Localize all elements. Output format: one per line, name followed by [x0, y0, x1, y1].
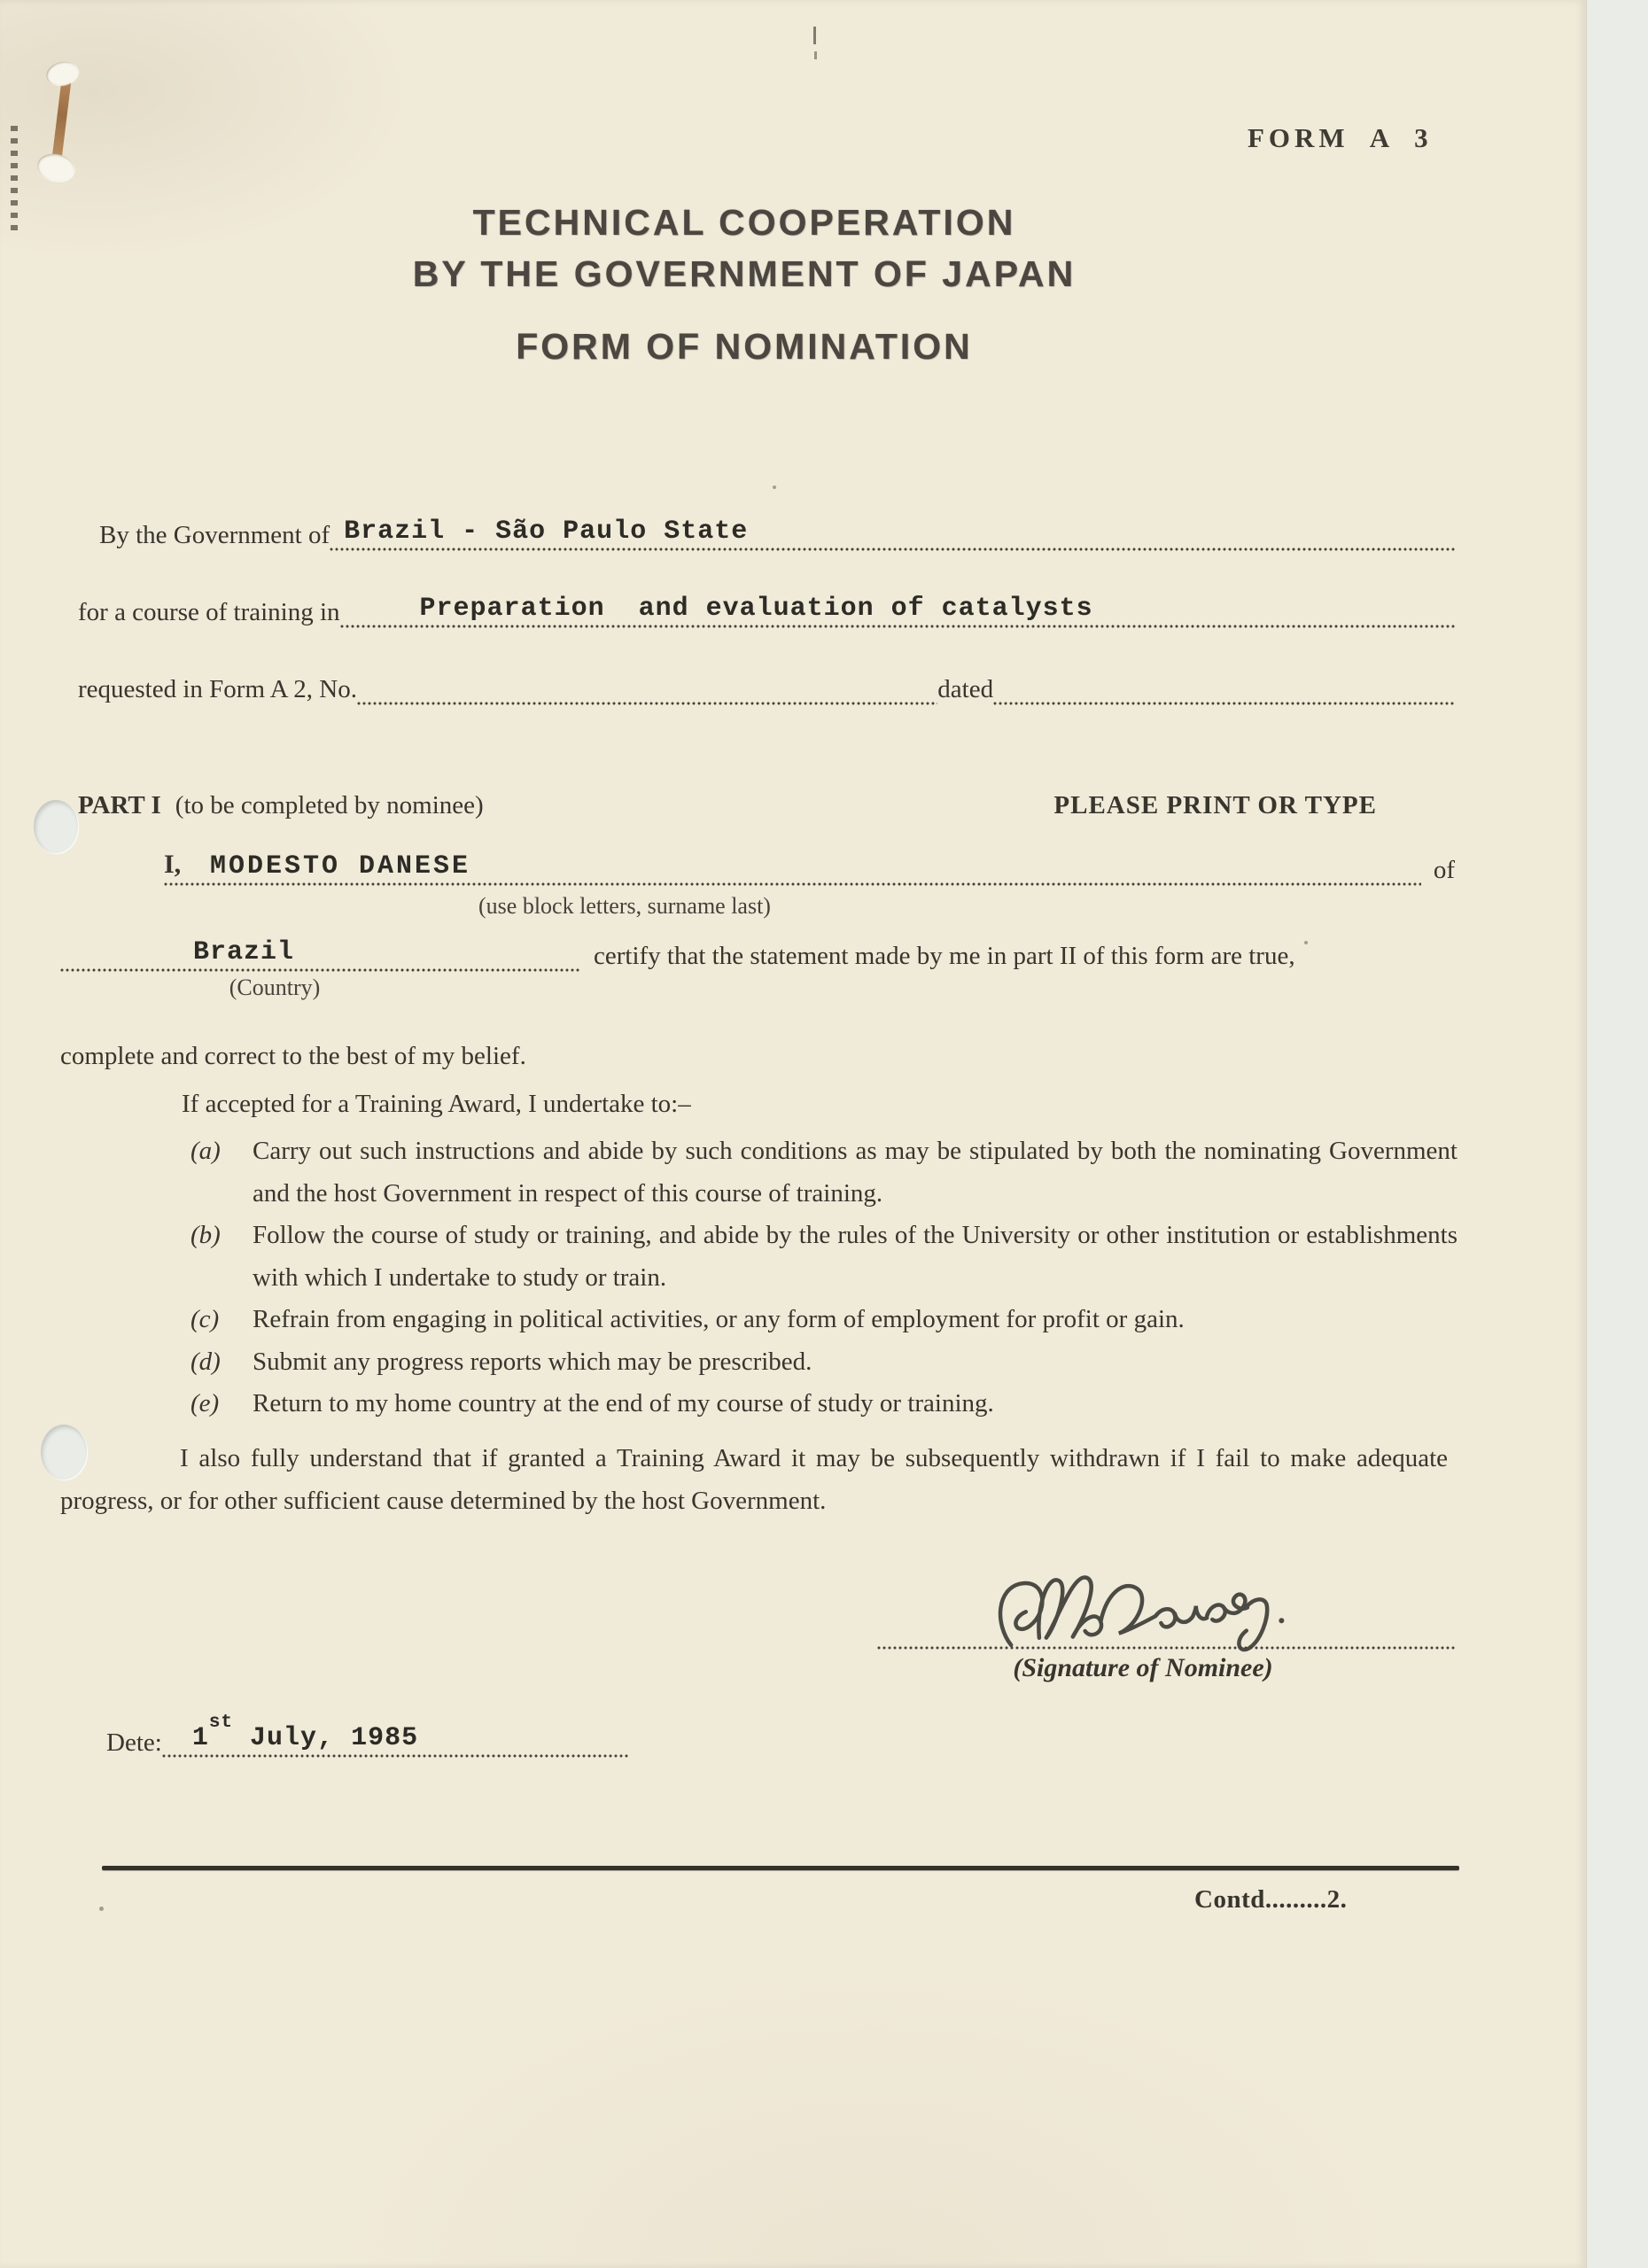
name-field-row [164, 849, 1455, 886]
dated-label: dated [937, 675, 994, 703]
belief-text: complete and correct to the best of my belief. [60, 1042, 526, 1070]
government-value: Brazil - São Paulo State [344, 517, 749, 547]
form-code: FORM A 3 [1248, 122, 1433, 153]
i-label: I, [164, 850, 182, 879]
government-field-row [99, 514, 1455, 551]
rust-streak [51, 76, 72, 164]
list-item-label: (e) [190, 1389, 220, 1418]
dated-dotted-line [993, 668, 1455, 705]
of-label: of [1433, 856, 1455, 884]
date-dotted-line [162, 1713, 630, 1758]
list-item-text: Carry out such instructions and abide by such conditions as may be stipulated by both the nominating Government and the host Government in respect of this course of training. [253, 1137, 1458, 1208]
country-value: Brazil [193, 937, 295, 967]
course-dotted-line [340, 591, 1455, 628]
date-value [191, 1713, 419, 1753]
government-dotted-line [330, 514, 1455, 551]
date-ordinal: st [208, 1713, 234, 1733]
part1-heading: PART I [78, 791, 161, 819]
government-label: By the Government of [99, 521, 330, 549]
part1-heading-row [78, 791, 1455, 821]
signature-caption: (Signature of Nominee) [1013, 1653, 1273, 1682]
course-label: for a course of training in [78, 598, 340, 626]
list-item-text: Refrain from engaging in political activities, or any form of employment for profit or gain. [253, 1305, 1185, 1333]
name-caption: (use block letters, surname last) [478, 893, 771, 919]
list-item-label: (b) [190, 1221, 221, 1249]
continued-note: Contd.........2. [1194, 1885, 1348, 1914]
list-item-text: Follow the course of study or training, and abide by the rules of the University or other institution or establishments with which I undertake to study or train. [253, 1221, 1458, 1292]
signature-block [877, 1611, 1455, 1682]
date-field-row [106, 1713, 630, 1758]
list-item-label: (c) [190, 1305, 220, 1333]
undertake-intro: If accepted for a Training Award, I undertake to:– [182, 1090, 691, 1118]
country-dotted-line [60, 935, 581, 972]
paper-speck [773, 485, 776, 489]
document-title-stamp [301, 197, 1187, 299]
course-value: Preparation and evaluation of catalysts [419, 594, 1093, 624]
scan-artifact-tick [813, 27, 816, 44]
part1-heading-note: (to be completed by nominee) [175, 791, 484, 819]
scan-artifact-tick-small [814, 51, 817, 59]
form-number-dotted-line [357, 668, 937, 705]
staple-rust-mark [11, 55, 117, 188]
list-item-label: (a) [190, 1137, 221, 1165]
certify-text: certify that the statement made by me in part II of this form are true, [594, 942, 1295, 970]
footer-rule [102, 1866, 1459, 1870]
requested-label: requested in Form A 2, No. [78, 675, 357, 703]
date-month-year: July, 1985 [233, 1723, 419, 1753]
list-item [190, 1215, 1458, 1299]
paper-speck [99, 1907, 104, 1911]
undertaking-list [190, 1130, 1458, 1425]
country-caption: (Country) [229, 975, 321, 1000]
list-item [190, 1341, 1458, 1384]
print-or-type-note: PLEASE PRINT OR TYPE [1053, 791, 1377, 819]
nominee-name-value: MODESTO DANESE [210, 851, 471, 882]
understand-text: I also fully understand that if granted a Training Award it may be subsequently withdrawn if I fail to make adequate progress, or for other sufficient cause determined by the host Government. [60, 1444, 1448, 1515]
list-item-text: Submit any progress reports which may be prescribed. [253, 1347, 812, 1376]
list-item [190, 1383, 1458, 1425]
date-day: 1 [191, 1723, 209, 1753]
page-edge-marks [11, 126, 18, 232]
name-dotted-line [164, 849, 1421, 886]
list-item-text: Return to my home country at the end of my course of study or training. [253, 1389, 994, 1418]
subtitle-line: FORM OF NOMINATION [516, 326, 973, 367]
list-item [190, 1299, 1458, 1341]
date-label: Dete: [106, 1728, 162, 1757]
requested-field-row [78, 668, 1455, 705]
punch-hole-top [34, 800, 78, 853]
signature-dotted-line [877, 1611, 1455, 1650]
paper-tear-top [43, 58, 81, 89]
list-item [190, 1130, 1458, 1215]
title-line-2: BY THE GOVERNMENT OF JAPAN [412, 253, 1077, 294]
country-field-row [60, 935, 1455, 972]
paper-tear-bottom [35, 151, 76, 184]
list-item-label: (d) [190, 1347, 221, 1376]
document-subtitle-stamp [301, 321, 1187, 372]
course-field-row [78, 591, 1455, 628]
title-line-1: TECHNICAL COOPERATION [472, 202, 1016, 243]
